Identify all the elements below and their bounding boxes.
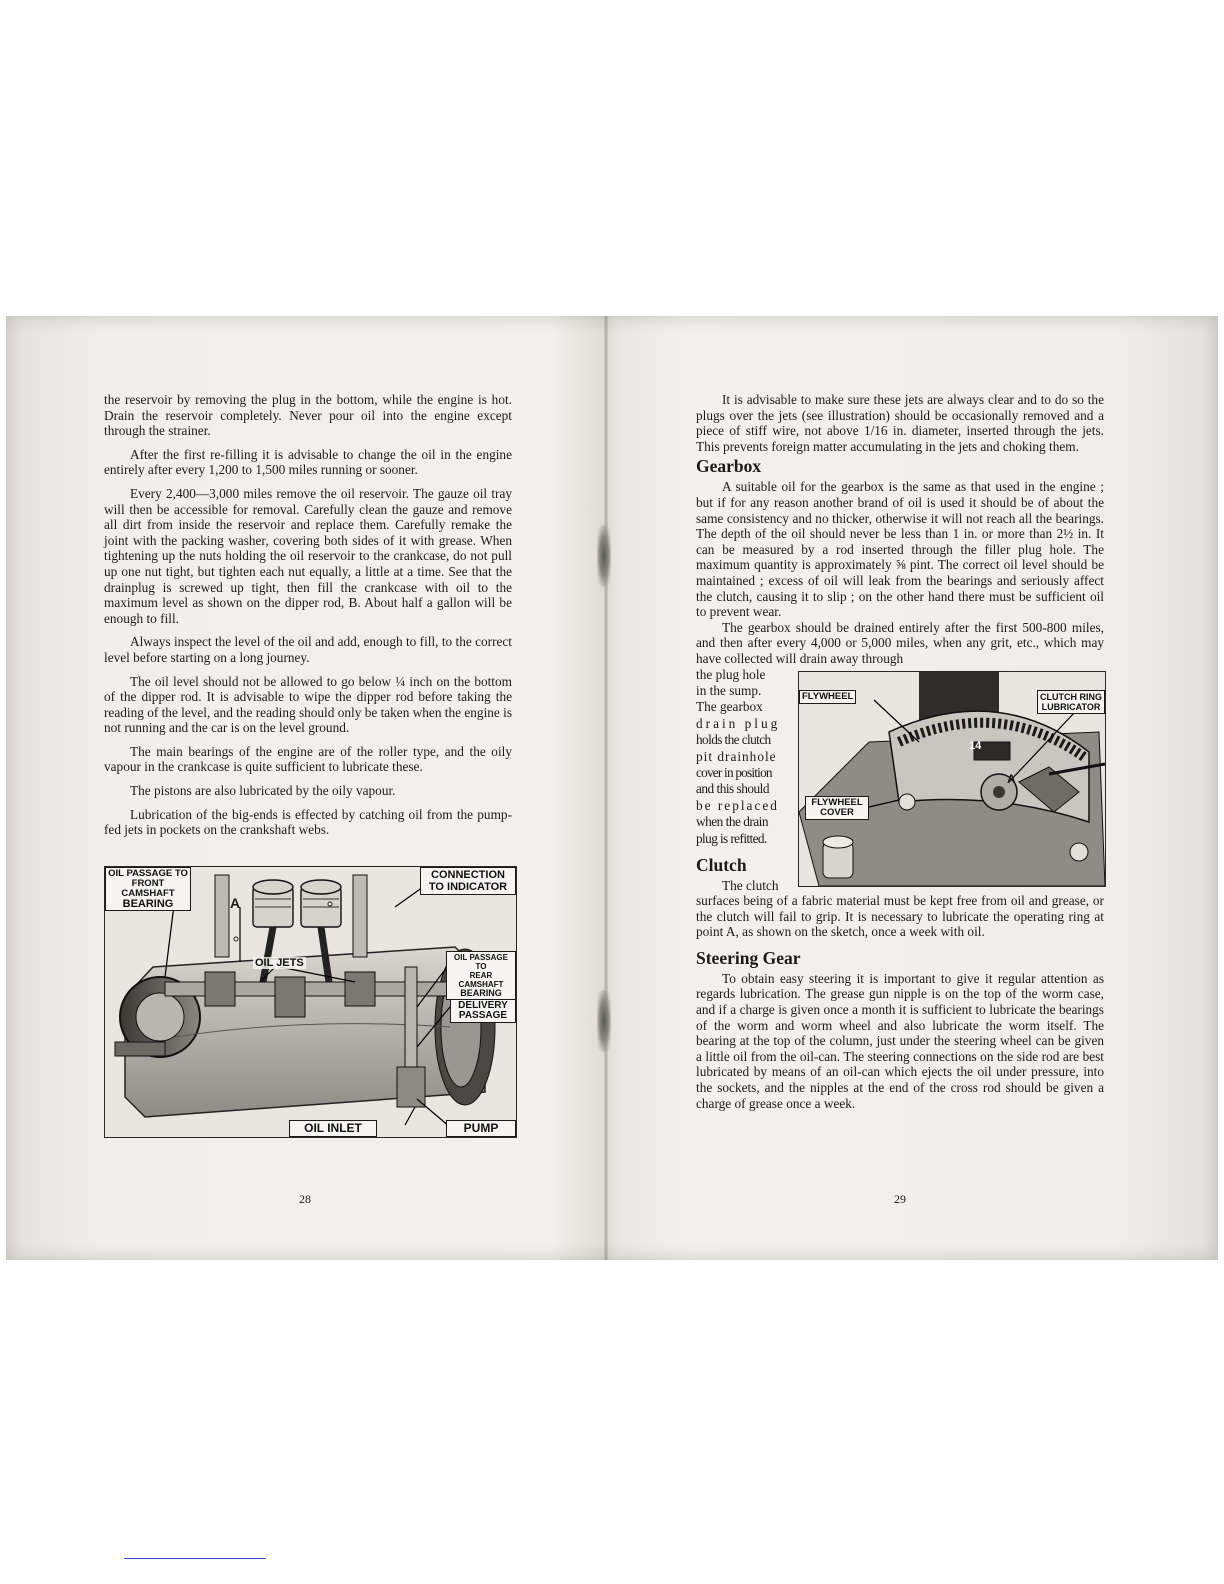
book-spine — [604, 316, 608, 1260]
rear-camshaft-line-3: BEARING — [460, 987, 502, 998]
connection-line-2: TO INDICATOR — [428, 880, 508, 893]
label-oil-inlet: OIL INLET — [289, 1120, 377, 1137]
side-line-8: and this should — [696, 781, 770, 797]
heading-gearbox: Gearbox — [696, 456, 762, 477]
left-page — [104, 392, 512, 1138]
label-oil-passage-rear-camshaft — [446, 951, 516, 1000]
staple-top — [597, 525, 611, 587]
side-line-2: in the sump. — [696, 682, 762, 698]
front-camshaft-line-3: BEARING — [122, 897, 174, 910]
connection-line-1: CONNECTION — [431, 868, 505, 881]
right-intro-paragraph: It is advisable to make sure these jets are always clear and to do so the plugs over the jets (see illustration) should be occasionally removed and a piece of stiff wire, not above 1/16 in. diameter, inserted through the jets. This prevents foreign matter accumulating in the jets and choking them. — [696, 392, 1104, 454]
front-camshaft-line-1: OIL PASSAGE TO — [108, 867, 188, 879]
left-paragraph-8: Lubrication of the big-ends is effected by catching oil from the pump-fed jets in pockets on the crankshaft webs. — [104, 806, 512, 838]
right-page — [696, 392, 1104, 1111]
heading-clutch: Clutch — [696, 854, 747, 875]
left-paragraph-2: After the first re-filling it is advisable to change the oil in the engine entirely after every 1,200 to 1,500 miles running or sooner. — [104, 446, 512, 478]
side-line-1: the plug hole — [696, 666, 766, 682]
left-paragraph-1: the reservoir by removing the plug in the bottom, while the engine is hot. Drain the reservoir completely. Never pour oil into the engine except through the strainer. — [104, 392, 512, 439]
clutch-first-line: The clutch — [722, 877, 779, 893]
left-paragraph-3: Every 2,400—3,000 miles remove the oil reservoir. The gauze oil tray will then be accessible for removal. Carefully clean the gauze and remove all dirt from inside the reservoir and replace them. Carefully remake the joint with the packing washer, covering both sides of it with grease. When tightening up the nuts holding the oil reservoir to the crankcase, do not pull up one nut tight, but tighten each nut equally, a little at a time. See that the drainplug is screwed up tight, then fill the crankcase with oil to the maximum level as shown on the dipper rod, B. About half a gallon will be enough to fill. — [104, 485, 512, 626]
label-flywheel: FLYWHEEL — [799, 690, 856, 704]
heading-steering-gear: Steering Gear — [696, 947, 801, 968]
clutch-paragraph: surfaces being of a fabric material must be kept free from oil and grease, or the clutch will fail to grip. It is necessary to lubricate the operating ring at point A, as shown on the sketch, once a week with oil. — [696, 893, 1104, 940]
side-line-9: be replaced — [696, 797, 779, 813]
cover-line-1: FLYWHEEL — [811, 796, 863, 808]
side-line-4: drain plug — [696, 715, 781, 731]
left-paragraph-4: Always inspect the level of the oil and add, enough to fill, to the correct level before starting on a long journey. — [104, 634, 512, 665]
side-line-5: holds the clutch — [696, 732, 771, 748]
steering-paragraph: To obtain easy steering it is important to give it regular attention as regards lubrication. The grease gun nipple is on the top of the worm case, and if a charge is given once a month it is sufficient to lubricate the bearings of the worm and worm wheel and also lubricate the worm itself. The bearing at the top of the column, just under the steering wheel can be given a little oil from the oil-can. The steering connections on the side rod are best lubricated by means of an oil-can which ejects the oil under pressure, into the sockets, and the nipples at the end of the cross rod should be given a charge of grease once a week. — [696, 970, 1104, 1111]
side-line-3: The gearbox — [696, 699, 763, 715]
label-delivery-passage — [450, 999, 516, 1023]
left-paragraph-6: The main bearings of the engine are of the roller type, and the oily vapour in the crankcase is quite sufficient to lubricate these. — [104, 743, 512, 775]
label-oil-jets: OIL JETS — [255, 956, 304, 969]
left-paragraph-5: The oil level should not be allowed to go below ¼ inch on the bottom of the dipper rod. It is advisable to wipe the dipper rod before taking the reading of the level, and the reading should only be taken when the engine is not running and the car is on the level ground. — [104, 673, 513, 736]
side-line-10: when the drain — [696, 814, 769, 830]
rear-camshaft-line-2: REAR CAMSHAFT — [458, 970, 504, 989]
label-pump: PUMP — [446, 1120, 516, 1137]
front-camshaft-line-2: FRONT CAMSHAFT — [121, 877, 175, 899]
label-letter-a-clutch: A — [1007, 771, 1016, 786]
ring-line-1: CLUTCH RING — [1040, 691, 1102, 702]
side-line-11: plug is refitted. — [696, 830, 767, 846]
label-clutch-ring-lubricator — [1037, 690, 1105, 714]
ring-line-2: LUBRICATOR — [1041, 701, 1101, 712]
gearbox-figure-wrap — [696, 667, 1104, 885]
page-number-left: 28 — [299, 1192, 311, 1206]
gearbox-paragraph-1: A suitable oil for the gearbox is the same as that used in the engine ; but if for any reason another brand of oil is used it should be of about the same consistency and no thicker, otherwise it will not reach all the bearings. The depth of the oil should never be less than 1 in. or more than 2½ in. It can be measured by a rod inserted through the filler plug hole. The maximum quantity is approximately ⅝ pint. The correct oil level should be maintained ; excess of oil will leak from the bearings and seriously affect the clutch, causing it to slip ; on the other hand there must be sufficient oil to prevent wear. — [696, 479, 1104, 620]
clutch-figure — [798, 671, 1106, 887]
label-connection-to-indicator — [420, 867, 516, 895]
label-flywheel-cover — [805, 796, 869, 820]
label-number-14: 14 — [969, 739, 982, 752]
cover-line-2: COVER — [820, 806, 854, 818]
rear-camshaft-line-1: OIL PASSAGE TO — [454, 952, 508, 971]
label-oil-passage-front-camshaft — [105, 867, 191, 911]
staple-bottom — [597, 990, 611, 1052]
gearbox-side-text — [696, 667, 790, 847]
delivery-line-2: PASSAGE — [458, 1009, 508, 1021]
engine-lubrication-figure — [104, 866, 517, 1138]
gearbox-paragraph-2: The gearbox should be drained entirely after the first 500-800 miles, and then after every 4,000 or 5,000 miles, when any grit, etc., which may have collected will drain away through — [696, 619, 1104, 666]
page-number-right: 29 — [894, 1192, 906, 1206]
side-line-7: cover in position — [696, 764, 772, 780]
left-paragraph-7: The pistons are also lubricated by the oily vapour. — [130, 783, 396, 799]
delivery-line-1: DELIVERY — [458, 999, 508, 1011]
side-line-6: pit drainhole — [696, 748, 777, 764]
label-letter-a: A — [230, 894, 241, 911]
bottom-underline — [124, 1558, 266, 1559]
